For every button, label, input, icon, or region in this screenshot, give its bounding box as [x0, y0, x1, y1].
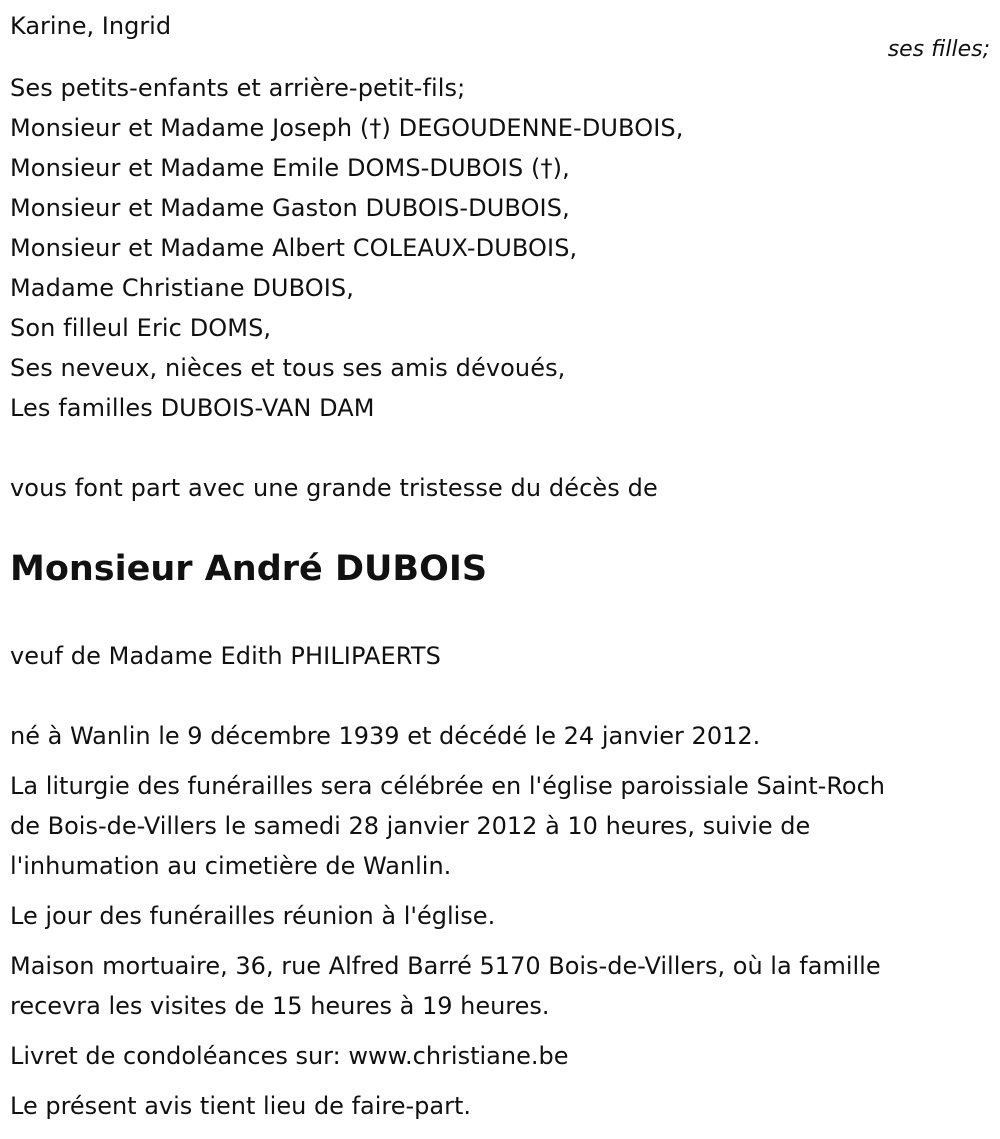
mortuary-paragraph — [10, 946, 990, 1026]
family-line: Monsieur et Madame Albert COLEAUX-DUBOIS, — [10, 234, 578, 262]
family-line: Monsieur et Madame Emile DOMS-DUBOIS (†), — [10, 154, 570, 182]
recipient-names: Karine, Ingrid — [10, 12, 172, 40]
liturgy-line: La liturgie des funérailles sera célébrée en l'église paroissiale Saint-Roch — [10, 772, 886, 800]
mortuary-line: recevra les visites de 15 heures à 19 heures. — [10, 992, 550, 1020]
family-line: Son filleul Eric DOMS, — [10, 314, 272, 342]
announcement-intro: vous font part avec une grande tristesse du décès de — [10, 474, 658, 502]
liturgy-paragraph — [10, 766, 990, 886]
condolences-paragraph: Livret de condoléances sur: www.christiane.be — [10, 1042, 569, 1070]
liturgy-line: l'inhumation au cimetière de Wanlin. — [10, 852, 452, 880]
family-line: Madame Christiane DUBOIS, — [10, 274, 354, 302]
relationship-label: ses filles; — [887, 37, 990, 62]
widow-line: veuf de Madame Edith PHILIPAERTS — [10, 642, 441, 670]
family-line: Ses petits-enfants et arrière-petit-fils; — [10, 74, 466, 102]
family-line: Ses neveux, nièces et tous ses amis dévoués, — [10, 354, 566, 382]
notice-paragraph: Le présent avis tient lieu de faire-part. — [10, 1092, 472, 1120]
family-list — [10, 68, 683, 428]
birth-death-dates: né à Wanlin le 9 décembre 1939 et décédé le 24 janvier 2012. — [10, 722, 761, 750]
family-line: Les familles DUBOIS-VAN DAM — [10, 394, 375, 422]
family-line: Monsieur et Madame Joseph (†) DEGOUDENNE-DUBOIS, — [10, 114, 684, 142]
mortuary-line: Maison mortuaire, 36, rue Alfred Barré 5170 Bois-de-Villers, où la famille — [10, 952, 881, 980]
reunion-paragraph: Le jour des funérailles réunion à l'église. — [10, 902, 496, 930]
liturgy-line: de Bois-de-Villers le samedi 28 janvier 2012 à 10 heures, suivie de — [10, 812, 811, 840]
deceased-name: Monsieur André DUBOIS — [10, 549, 488, 589]
family-line: Monsieur et Madame Gaston DUBOIS-DUBOIS, — [10, 194, 570, 222]
details-section — [10, 716, 990, 1136]
